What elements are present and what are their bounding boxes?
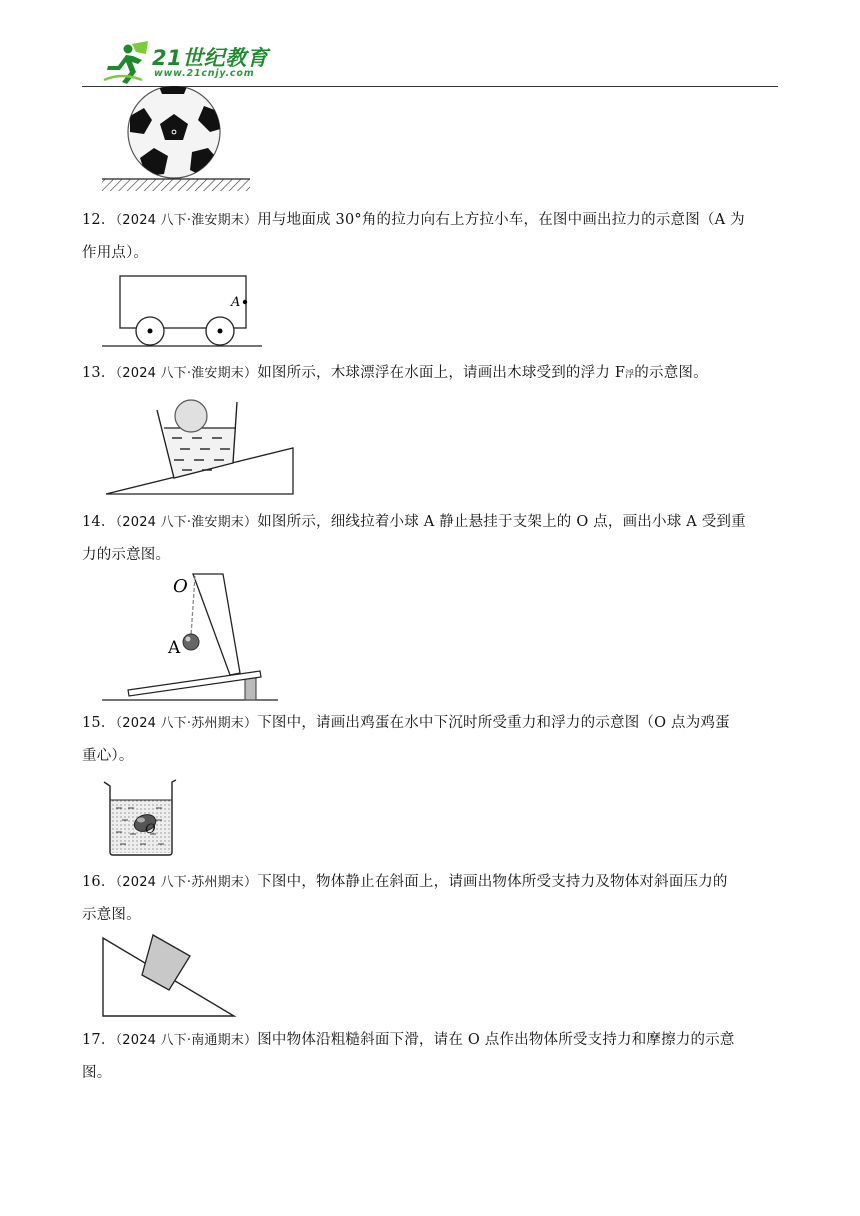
question-source: （2024 八下·苏州期末） bbox=[115, 875, 258, 890]
support-stand bbox=[193, 574, 240, 675]
question-text-line2: 图。 bbox=[82, 1065, 112, 1081]
question-text: 图中物体沿粗糙斜面下滑，请在 O 点作出物体所受支持力和摩擦力的示意 bbox=[257, 1032, 735, 1048]
question-text: 下图中，请画出鸡蛋在水中下沉时所受重力和浮力的示意图（O 点为鸡蛋 bbox=[257, 715, 730, 731]
tilted-board bbox=[128, 671, 261, 696]
point-a-dot bbox=[243, 300, 247, 304]
question-12 bbox=[82, 204, 782, 270]
point-a-label: A bbox=[231, 295, 241, 310]
question-number: 16． bbox=[82, 874, 116, 890]
point-a-label: A bbox=[168, 638, 181, 658]
egg-beaker-figure bbox=[100, 776, 182, 860]
question-15 bbox=[82, 707, 782, 773]
logo-subtitle: www.21cnjy.com bbox=[154, 68, 255, 79]
question-text-line2: 示意图。 bbox=[82, 907, 141, 923]
egg-highlight bbox=[137, 818, 145, 823]
question-number: 14． bbox=[82, 514, 116, 530]
site-logo[interactable] bbox=[102, 40, 282, 86]
question-number: 13． bbox=[82, 365, 116, 381]
question-text: 下图中，物体静止在斜面上，请画出物体所受支持力及物体对斜面压力的 bbox=[257, 874, 728, 890]
wooden-ball bbox=[175, 400, 207, 432]
question-number: 17． bbox=[82, 1032, 116, 1048]
small-ball-a bbox=[183, 634, 199, 650]
question-17 bbox=[82, 1024, 782, 1090]
logo-title: 21世纪教育 bbox=[152, 46, 269, 70]
question-text-line2: 力的示意图。 bbox=[82, 547, 171, 563]
soccer-ball-figure bbox=[96, 86, 256, 198]
ground-hatch bbox=[102, 179, 250, 191]
block-incline-figure bbox=[100, 930, 240, 1022]
pendulum-figure bbox=[100, 568, 282, 704]
subscript-buoyancy: 浮 bbox=[625, 370, 635, 380]
thread bbox=[191, 576, 195, 636]
soccer-ball bbox=[128, 86, 224, 178]
question-text: 如图所示，细线拉着小球 A 静止悬挂于支架上的 O 点，画出小球 A 受到重 bbox=[257, 514, 746, 530]
question-source: （2024 八下·淮安期末） bbox=[115, 213, 258, 228]
question-13 bbox=[82, 357, 782, 392]
question-text-line2: 重心）。 bbox=[82, 748, 134, 764]
question-source: （2024 八下·淮安期末） bbox=[115, 515, 258, 530]
question-text: 如图所示，木球漂浮在水面上，请画出木球受到的浮力 F bbox=[257, 365, 626, 381]
running-person-icon bbox=[102, 40, 152, 86]
question-text-end: 的示意图。 bbox=[634, 365, 708, 381]
point-o-label: O bbox=[173, 576, 188, 597]
question-16 bbox=[82, 866, 782, 932]
question-source: （2024 八下·南通期末） bbox=[115, 1033, 258, 1048]
cart-figure bbox=[100, 270, 270, 352]
question-text-line2: 作用点）。 bbox=[82, 245, 149, 261]
wheel-axle-right bbox=[218, 329, 223, 334]
question-source: （2024 八下·淮安期末） bbox=[115, 366, 258, 381]
wheel-axle-left bbox=[148, 329, 153, 334]
point-o-label: O bbox=[145, 822, 156, 837]
ball-highlight bbox=[186, 637, 191, 642]
question-number: 15． bbox=[82, 715, 116, 731]
question-14 bbox=[82, 506, 782, 572]
wedge-block bbox=[245, 678, 256, 700]
question-number: 12． bbox=[82, 212, 116, 228]
question-text: 用与地面成 30°角的拉力向右上方拉小车，在图中画出拉力的示意图（A 为 bbox=[257, 212, 745, 228]
floating-ball-figure bbox=[100, 398, 300, 500]
page-header bbox=[82, 36, 778, 88]
question-source: （2024 八下·苏州期末） bbox=[115, 716, 258, 731]
